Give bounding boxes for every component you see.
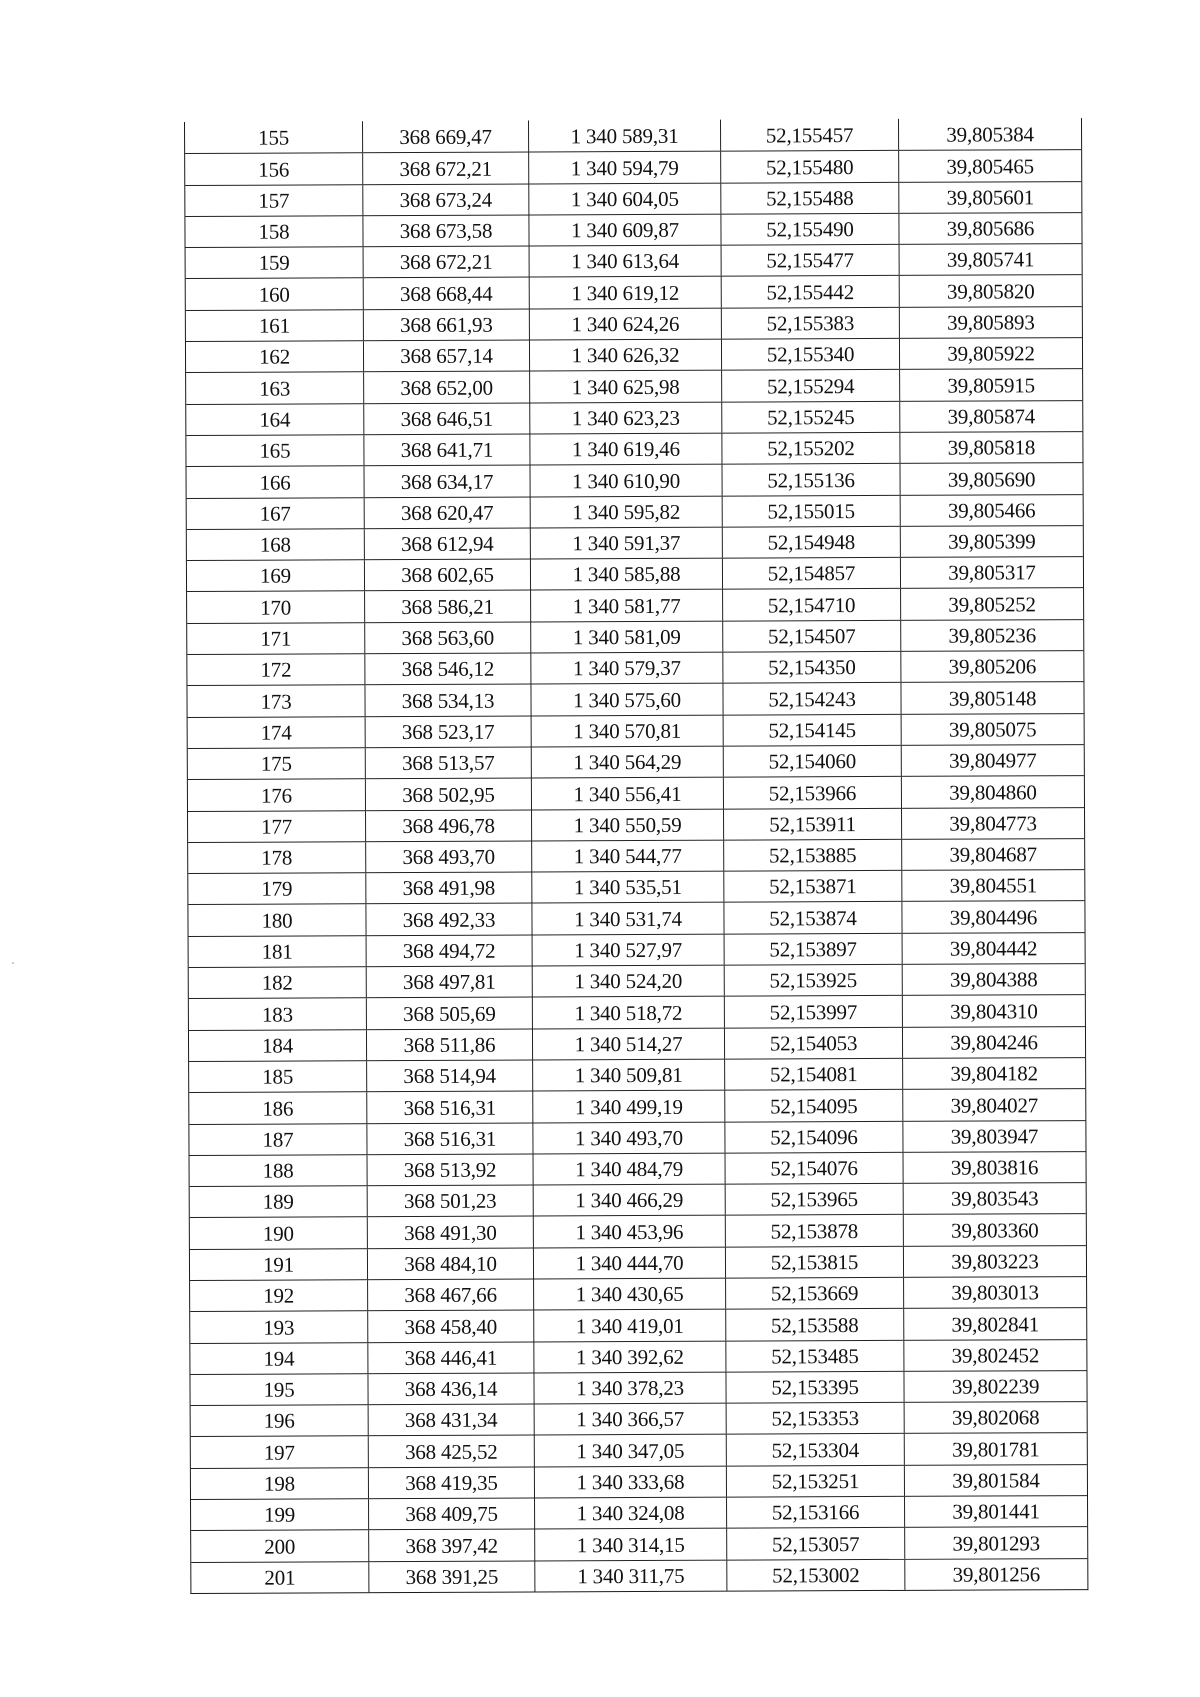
- longitude-cell: 39,805252: [948, 592, 1036, 617]
- table-row: [190, 1307, 1086, 1342]
- y-coordinate-cell: 1 340 499,19: [533, 1091, 725, 1122]
- y-coordinate-cell: 1 340 531,74: [532, 903, 724, 934]
- x-coordinate-cell: 368 446,41: [368, 1342, 534, 1373]
- x-coordinate-cell: 368 534,13: [365, 685, 531, 716]
- latitude-cell: 52,153878: [726, 1215, 904, 1246]
- table-row: [187, 681, 1083, 716]
- longitude-cell: 39,804687: [949, 842, 1037, 867]
- point-number-cell: 194: [190, 1343, 368, 1374]
- x-coordinate-cell: 368 672,21: [363, 153, 529, 184]
- latitude-cell: 52,153353: [727, 1403, 905, 1434]
- point-number-cell: 156: [185, 154, 363, 185]
- latitude-cell: 52,154096: [725, 1121, 903, 1152]
- latitude-cell: 52,154076: [726, 1153, 904, 1184]
- y-coordinate-cell: 1 340 333,68: [535, 1466, 727, 1497]
- table-row: [188, 807, 1084, 842]
- longitude-cell: 39,804310: [950, 998, 1038, 1024]
- longitude-cell: 39,801584: [952, 1468, 1040, 1493]
- x-coordinate-cell: 368 586,21: [365, 591, 531, 622]
- latitude-cell: 52,154060: [724, 746, 902, 777]
- table-row: [190, 1339, 1086, 1374]
- table-row: [190, 1370, 1086, 1405]
- x-coordinate-cell: 368 491,98: [366, 873, 532, 904]
- x-coordinate-cell: 368 673,58: [363, 215, 529, 246]
- table-row: [185, 149, 1081, 184]
- x-coordinate-cell: 368 511,86: [367, 1029, 533, 1060]
- longitude-cell: 39,805915: [947, 372, 1035, 398]
- point-number-cell: 181: [189, 936, 367, 967]
- longitude-cell: 39,804860: [949, 779, 1037, 805]
- point-number-cell: 171: [187, 623, 365, 654]
- longitude-cell: 39,802452: [951, 1343, 1040, 1368]
- table-row: [189, 994, 1085, 1029]
- latitude-cell: 52,155477: [722, 245, 900, 276]
- x-coordinate-cell: 368 492,33: [366, 904, 532, 935]
- latitude-cell: 52,154081: [725, 1059, 903, 1090]
- table-row: [188, 713, 1084, 748]
- point-number-cell: 192: [190, 1280, 368, 1311]
- table-row: [190, 1213, 1086, 1248]
- x-coordinate-cell: 368 436,14: [368, 1373, 534, 1404]
- x-coordinate-cell: 368 467,66: [368, 1279, 534, 1310]
- y-coordinate-cell: 1 340 624,26: [530, 308, 722, 339]
- y-coordinate-cell: 1 340 581,77: [531, 590, 723, 621]
- x-coordinate-cell: 368 634,17: [365, 466, 531, 497]
- longitude-cell: 39,805236: [948, 623, 1037, 648]
- y-coordinate-cell: 1 340 595,82: [531, 496, 723, 527]
- x-coordinate-cell: 368 673,24: [363, 184, 529, 215]
- y-coordinate-cell: 1 340 626,32: [530, 340, 722, 371]
- latitude-cell: 52,154243: [723, 683, 901, 714]
- longitude-cell: 39,805922: [947, 341, 1035, 367]
- point-number-cell: 186: [189, 1092, 367, 1123]
- y-coordinate-cell: 1 340 613,64: [530, 246, 722, 277]
- latitude-cell: 52,154053: [725, 1027, 903, 1058]
- latitude-cell: 52,155442: [722, 276, 900, 307]
- point-number-cell: 187: [189, 1124, 367, 1155]
- y-coordinate-cell: 1 340 610,90: [531, 465, 723, 496]
- x-coordinate-cell: 368 501,23: [368, 1186, 534, 1217]
- longitude-cell: 39,805818: [947, 435, 1036, 460]
- point-number-cell: 157: [185, 185, 363, 216]
- point-number-cell: 162: [186, 341, 364, 372]
- y-coordinate-cell: 1 340 453,96: [534, 1216, 726, 1247]
- x-coordinate-cell: 368 516,31: [367, 1123, 533, 1154]
- table-row: [188, 901, 1084, 936]
- point-number-cell: 190: [190, 1218, 368, 1249]
- x-coordinate-cell: 368 620,47: [365, 497, 531, 528]
- y-coordinate-cell: 1 340 419,01: [534, 1310, 726, 1341]
- longitude-cell: 39,805206: [948, 654, 1037, 680]
- point-number-cell: 200: [191, 1531, 369, 1562]
- longitude-cell: 39,804388: [949, 967, 1038, 992]
- longitude-cell: 39,805148: [948, 685, 1037, 711]
- x-coordinate-cell: 368 491,30: [368, 1217, 534, 1248]
- latitude-cell: 52,153057: [727, 1528, 905, 1559]
- y-coordinate-cell: 1 340 347,05: [535, 1435, 727, 1466]
- point-number-cell: 191: [190, 1249, 368, 1280]
- point-number-cell: 195: [190, 1374, 368, 1405]
- y-coordinate-cell: 1 340 579,37: [531, 653, 723, 684]
- point-number-cell: 159: [186, 247, 364, 278]
- point-number-cell: 183: [189, 999, 367, 1030]
- y-coordinate-cell: 1 340 604,05: [529, 183, 721, 214]
- latitude-cell: 52,153925: [725, 965, 903, 996]
- table-row: [187, 494, 1083, 529]
- x-coordinate-cell: 368 602,65: [365, 560, 531, 591]
- latitude-cell: 52,154948: [723, 527, 901, 558]
- point-number-cell: 182: [189, 967, 367, 998]
- table-row: [187, 619, 1083, 654]
- latitude-cell: 52,153395: [726, 1372, 904, 1403]
- x-coordinate-cell: 368 397,42: [369, 1530, 535, 1561]
- y-coordinate-cell: 1 340 366,57: [535, 1404, 727, 1435]
- table-row: [186, 306, 1082, 341]
- longitude-cell: 39,804027: [950, 1092, 1039, 1118]
- x-coordinate-cell: 368 523,17: [366, 716, 532, 747]
- point-number-cell: 176: [188, 779, 366, 810]
- longitude-cell: 39,804442: [949, 936, 1038, 961]
- longitude-cell: 39,805601: [946, 185, 1035, 210]
- y-coordinate-cell: 1 340 594,79: [529, 152, 721, 183]
- longitude-cell: 39,805690: [947, 466, 1036, 492]
- table-row: [188, 869, 1084, 904]
- x-coordinate-cell: 368 484,10: [368, 1248, 534, 1279]
- table-row: [190, 1245, 1086, 1280]
- y-coordinate-cell: 1 340 623,23: [530, 402, 722, 433]
- table-row: [186, 368, 1082, 403]
- latitude-cell: 52,153304: [727, 1434, 905, 1465]
- table-row: [191, 1401, 1087, 1436]
- table-row: [191, 1558, 1087, 1593]
- y-coordinate-cell: 1 340 575,60: [531, 684, 723, 715]
- table-row: [187, 650, 1083, 685]
- x-coordinate-cell: 368 516,31: [367, 1092, 533, 1123]
- point-number-cell: 198: [191, 1468, 369, 1499]
- longitude-cell: 39,801293: [952, 1530, 1040, 1556]
- x-coordinate-cell: 368 646,51: [364, 403, 530, 434]
- x-coordinate-cell: 368 496,78: [366, 810, 532, 841]
- y-coordinate-cell: 1 340 430,65: [534, 1279, 726, 1310]
- longitude-cell: 39,801441: [952, 1499, 1040, 1525]
- y-coordinate-cell: 1 340 484,79: [534, 1153, 726, 1184]
- y-coordinate-cell: 1 340 591,37: [531, 528, 723, 559]
- longitude-cell: 39,804977: [949, 748, 1037, 773]
- y-coordinate-cell: 1 340 570,81: [532, 715, 724, 746]
- longitude-cell: 39,804496: [949, 905, 1038, 930]
- table-row: [191, 1464, 1087, 1499]
- longitude-cell: 39,803223: [951, 1249, 1039, 1274]
- point-number-cell: 179: [188, 873, 366, 904]
- y-coordinate-cell: 1 340 564,29: [532, 747, 724, 778]
- latitude-cell: 52,155488: [721, 182, 899, 213]
- x-coordinate-cell: 368 546,12: [365, 654, 531, 685]
- latitude-cell: 52,155480: [721, 151, 899, 182]
- point-number-cell: 201: [191, 1562, 369, 1593]
- y-coordinate-cell: 1 340 556,41: [532, 778, 724, 809]
- longitude-cell: 39,802841: [951, 1311, 1040, 1337]
- latitude-cell: 52,154857: [723, 558, 901, 589]
- latitude-cell: 52,153002: [727, 1560, 905, 1591]
- point-number-cell: 196: [191, 1405, 369, 1436]
- longitude-cell: 39,804246: [950, 1030, 1038, 1055]
- longitude-cell: 39,804551: [949, 873, 1038, 899]
- longitude-cell: 39,805466: [947, 498, 1036, 523]
- longitude-cell: 39,803816: [950, 1155, 1039, 1180]
- longitude-cell: 39,803947: [950, 1124, 1039, 1149]
- latitude-cell: 52,154095: [725, 1090, 903, 1121]
- y-coordinate-cell: 1 340 589,31: [529, 120, 721, 152]
- y-coordinate-cell: 1 340 527,97: [533, 934, 725, 965]
- latitude-cell: 52,153874: [724, 902, 902, 933]
- x-coordinate-cell: 368 391,25: [369, 1561, 535, 1592]
- table-row: [186, 337, 1082, 372]
- latitude-cell: 52,154507: [723, 621, 901, 652]
- point-number-cell: 165: [186, 435, 364, 466]
- y-coordinate-cell: 1 340 514,27: [533, 1028, 725, 1059]
- longitude-cell: 39,805741: [946, 247, 1035, 273]
- table-row: [189, 963, 1085, 998]
- table-row: [185, 181, 1081, 216]
- point-number-cell: 172: [187, 654, 365, 685]
- y-coordinate-cell: 1 340 444,70: [534, 1247, 726, 1278]
- table-row: [186, 275, 1082, 310]
- x-coordinate-cell: 368 493,70: [366, 841, 532, 872]
- table-row: [186, 243, 1082, 278]
- y-coordinate-cell: 1 340 585,88: [531, 559, 723, 590]
- x-coordinate-cell: 368 458,40: [368, 1311, 534, 1342]
- latitude-cell: 52,153815: [726, 1247, 904, 1278]
- y-coordinate-cell: 1 340 314,15: [535, 1529, 727, 1560]
- point-number-cell: 166: [187, 466, 365, 497]
- y-coordinate-cell: 1 340 609,87: [529, 215, 721, 246]
- point-number-cell: 155: [185, 121, 363, 153]
- latitude-cell: 52,155202: [722, 433, 900, 464]
- x-coordinate-cell: 368 513,57: [366, 747, 532, 778]
- latitude-cell: 52,153897: [725, 934, 903, 965]
- point-number-cell: 173: [187, 686, 365, 717]
- table-row: [190, 1182, 1086, 1217]
- latitude-cell: 52,153588: [726, 1309, 904, 1340]
- latitude-cell: 52,153485: [726, 1340, 904, 1371]
- latitude-cell: 52,155294: [722, 370, 900, 401]
- latitude-cell: 52,155245: [722, 402, 900, 433]
- point-number-cell: 164: [186, 404, 364, 435]
- x-coordinate-cell: 368 657,14: [364, 341, 530, 372]
- point-number-cell: 188: [190, 1155, 368, 1186]
- y-coordinate-cell: 1 340 544,77: [532, 840, 724, 871]
- latitude-cell: 52,153966: [724, 777, 902, 808]
- longitude-cell: 39,803543: [950, 1186, 1039, 1212]
- coordinates-table: [184, 118, 1088, 1594]
- point-number-cell: 161: [186, 310, 364, 341]
- x-coordinate-cell: 368 419,35: [369, 1467, 535, 1498]
- y-coordinate-cell: 1 340 518,72: [533, 997, 725, 1028]
- latitude-cell: 52,153871: [724, 871, 902, 902]
- point-number-cell: 170: [187, 592, 365, 623]
- table-row: [187, 588, 1083, 623]
- longitude-cell: 39,805075: [948, 717, 1037, 742]
- x-coordinate-cell: 368 514,94: [367, 1060, 533, 1091]
- longitude-cell: 39,805317: [948, 560, 1036, 586]
- x-coordinate-cell: 368 672,21: [364, 247, 530, 278]
- x-coordinate-cell: 368 502,95: [366, 779, 532, 810]
- longitude-cell: 39,804182: [950, 1061, 1038, 1086]
- x-coordinate-cell: 368 669,47: [363, 120, 529, 152]
- longitude-cell: 39,805820: [946, 279, 1035, 304]
- y-coordinate-cell: 1 340 378,23: [534, 1373, 726, 1404]
- y-coordinate-cell: 1 340 493,70: [533, 1122, 725, 1153]
- latitude-cell: 52,153166: [727, 1497, 905, 1528]
- table-row: [187, 525, 1083, 560]
- table-row: [185, 118, 1081, 153]
- point-number-cell: 160: [186, 279, 364, 310]
- longitude-cell: 39,803013: [951, 1280, 1039, 1305]
- table-row: [187, 462, 1083, 497]
- x-coordinate-cell: 368 431,34: [369, 1405, 535, 1436]
- point-number-cell: 169: [187, 560, 365, 591]
- table-row: [190, 1151, 1086, 1186]
- table-row: [188, 838, 1084, 873]
- x-coordinate-cell: 368 497,81: [367, 967, 533, 998]
- y-coordinate-cell: 1 340 392,62: [534, 1341, 726, 1372]
- point-number-cell: 197: [191, 1437, 369, 1468]
- point-number-cell: 184: [189, 1030, 367, 1061]
- x-coordinate-cell: 368 505,69: [367, 998, 533, 1029]
- x-coordinate-cell: 368 652,00: [364, 372, 530, 403]
- longitude-cell: 39,802068: [951, 1405, 1040, 1431]
- point-number-cell: 163: [186, 373, 364, 404]
- x-coordinate-cell: 368 612,94: [365, 528, 531, 559]
- point-number-cell: 189: [190, 1186, 368, 1217]
- y-coordinate-cell: 1 340 619,12: [530, 277, 722, 308]
- table-row: [186, 431, 1082, 466]
- point-number-cell: 180: [188, 905, 366, 936]
- x-coordinate-cell: 368 641,71: [364, 434, 530, 465]
- point-number-cell: 178: [188, 842, 366, 873]
- latitude-cell: 52,154710: [723, 589, 901, 620]
- latitude-cell: 52,155015: [723, 495, 901, 526]
- y-coordinate-cell: 1 340 535,51: [532, 872, 724, 903]
- longitude-cell: 39,802239: [951, 1374, 1040, 1399]
- table-row: [191, 1495, 1087, 1530]
- table-row: [185, 212, 1081, 247]
- longitude-cell: 39,805465: [946, 153, 1034, 179]
- table-row: [189, 1057, 1085, 1092]
- x-coordinate-cell: 368 409,75: [369, 1499, 535, 1530]
- y-coordinate-cell: 1 340 466,29: [534, 1185, 726, 1216]
- latitude-cell: 52,153911: [724, 808, 902, 839]
- table-row: [188, 744, 1084, 779]
- table-row: [188, 775, 1084, 810]
- x-coordinate-cell: 368 513,92: [368, 1154, 534, 1185]
- latitude-cell: 52,154145: [724, 715, 902, 746]
- y-coordinate-cell: 1 340 550,59: [532, 809, 724, 840]
- longitude-cell: 39,805874: [947, 404, 1036, 429]
- longitude-cell: 39,801256: [952, 1562, 1041, 1587]
- scan-artifact-dot: [12, 962, 14, 964]
- longitude-cell: 39,801781: [952, 1437, 1040, 1462]
- table-row: [189, 1026, 1085, 1061]
- point-number-cell: 199: [191, 1499, 369, 1530]
- point-number-cell: 185: [189, 1061, 367, 1092]
- y-coordinate-cell: 1 340 509,81: [533, 1060, 725, 1091]
- table-row: [189, 1088, 1085, 1123]
- latitude-cell: 52,153965: [726, 1184, 904, 1215]
- latitude-cell: 52,153251: [727, 1466, 905, 1497]
- x-coordinate-cell: 368 425,52: [369, 1436, 535, 1467]
- point-number-cell: 175: [188, 748, 366, 779]
- longitude-cell: 39,805686: [946, 216, 1035, 241]
- y-coordinate-cell: 1 340 581,09: [531, 621, 723, 652]
- latitude-cell: 52,155490: [721, 214, 899, 245]
- table-row: [191, 1526, 1087, 1561]
- table-row: [189, 1120, 1085, 1155]
- longitude-cell: 39,804773: [949, 811, 1037, 836]
- point-number-cell: 193: [190, 1311, 368, 1342]
- table-row: [190, 1276, 1086, 1311]
- longitude-cell: 39,805893: [947, 310, 1035, 335]
- y-coordinate-cell: 1 340 311,75: [535, 1560, 727, 1591]
- longitude-cell: 39,803360: [951, 1217, 1039, 1243]
- point-number-cell: 168: [187, 529, 365, 560]
- y-coordinate-cell: 1 340 619,46: [530, 434, 722, 465]
- longitude-cell: 39,805384: [946, 122, 1034, 147]
- y-coordinate-cell: 1 340 324,08: [535, 1498, 727, 1529]
- point-number-cell: 174: [188, 717, 366, 748]
- latitude-cell: 52,153885: [724, 840, 902, 871]
- latitude-cell: 52,154350: [723, 652, 901, 683]
- latitude-cell: 52,155340: [722, 339, 900, 370]
- point-number-cell: 167: [187, 498, 365, 529]
- y-coordinate-cell: 1 340 524,20: [533, 966, 725, 997]
- x-coordinate-cell: 368 563,60: [365, 622, 531, 653]
- x-coordinate-cell: 368 494,72: [367, 935, 533, 966]
- y-coordinate-cell: 1 340 625,98: [530, 371, 722, 402]
- point-number-cell: 177: [188, 811, 366, 842]
- table-row: [186, 400, 1082, 435]
- x-coordinate-cell: 368 668,44: [364, 278, 530, 309]
- table-row: [187, 556, 1083, 591]
- point-number-cell: 158: [185, 216, 363, 247]
- latitude-cell: 52,153997: [725, 996, 903, 1027]
- longitude-cell: 39,805399: [948, 529, 1036, 554]
- x-coordinate-cell: 368 661,93: [364, 309, 530, 340]
- latitude-cell: 52,153669: [726, 1278, 904, 1309]
- latitude-cell: 52,155383: [722, 308, 900, 339]
- table-row: [191, 1433, 1087, 1468]
- latitude-cell: 52,155457: [721, 119, 899, 151]
- latitude-cell: 52,155136: [723, 464, 901, 495]
- table-row: [189, 932, 1085, 967]
